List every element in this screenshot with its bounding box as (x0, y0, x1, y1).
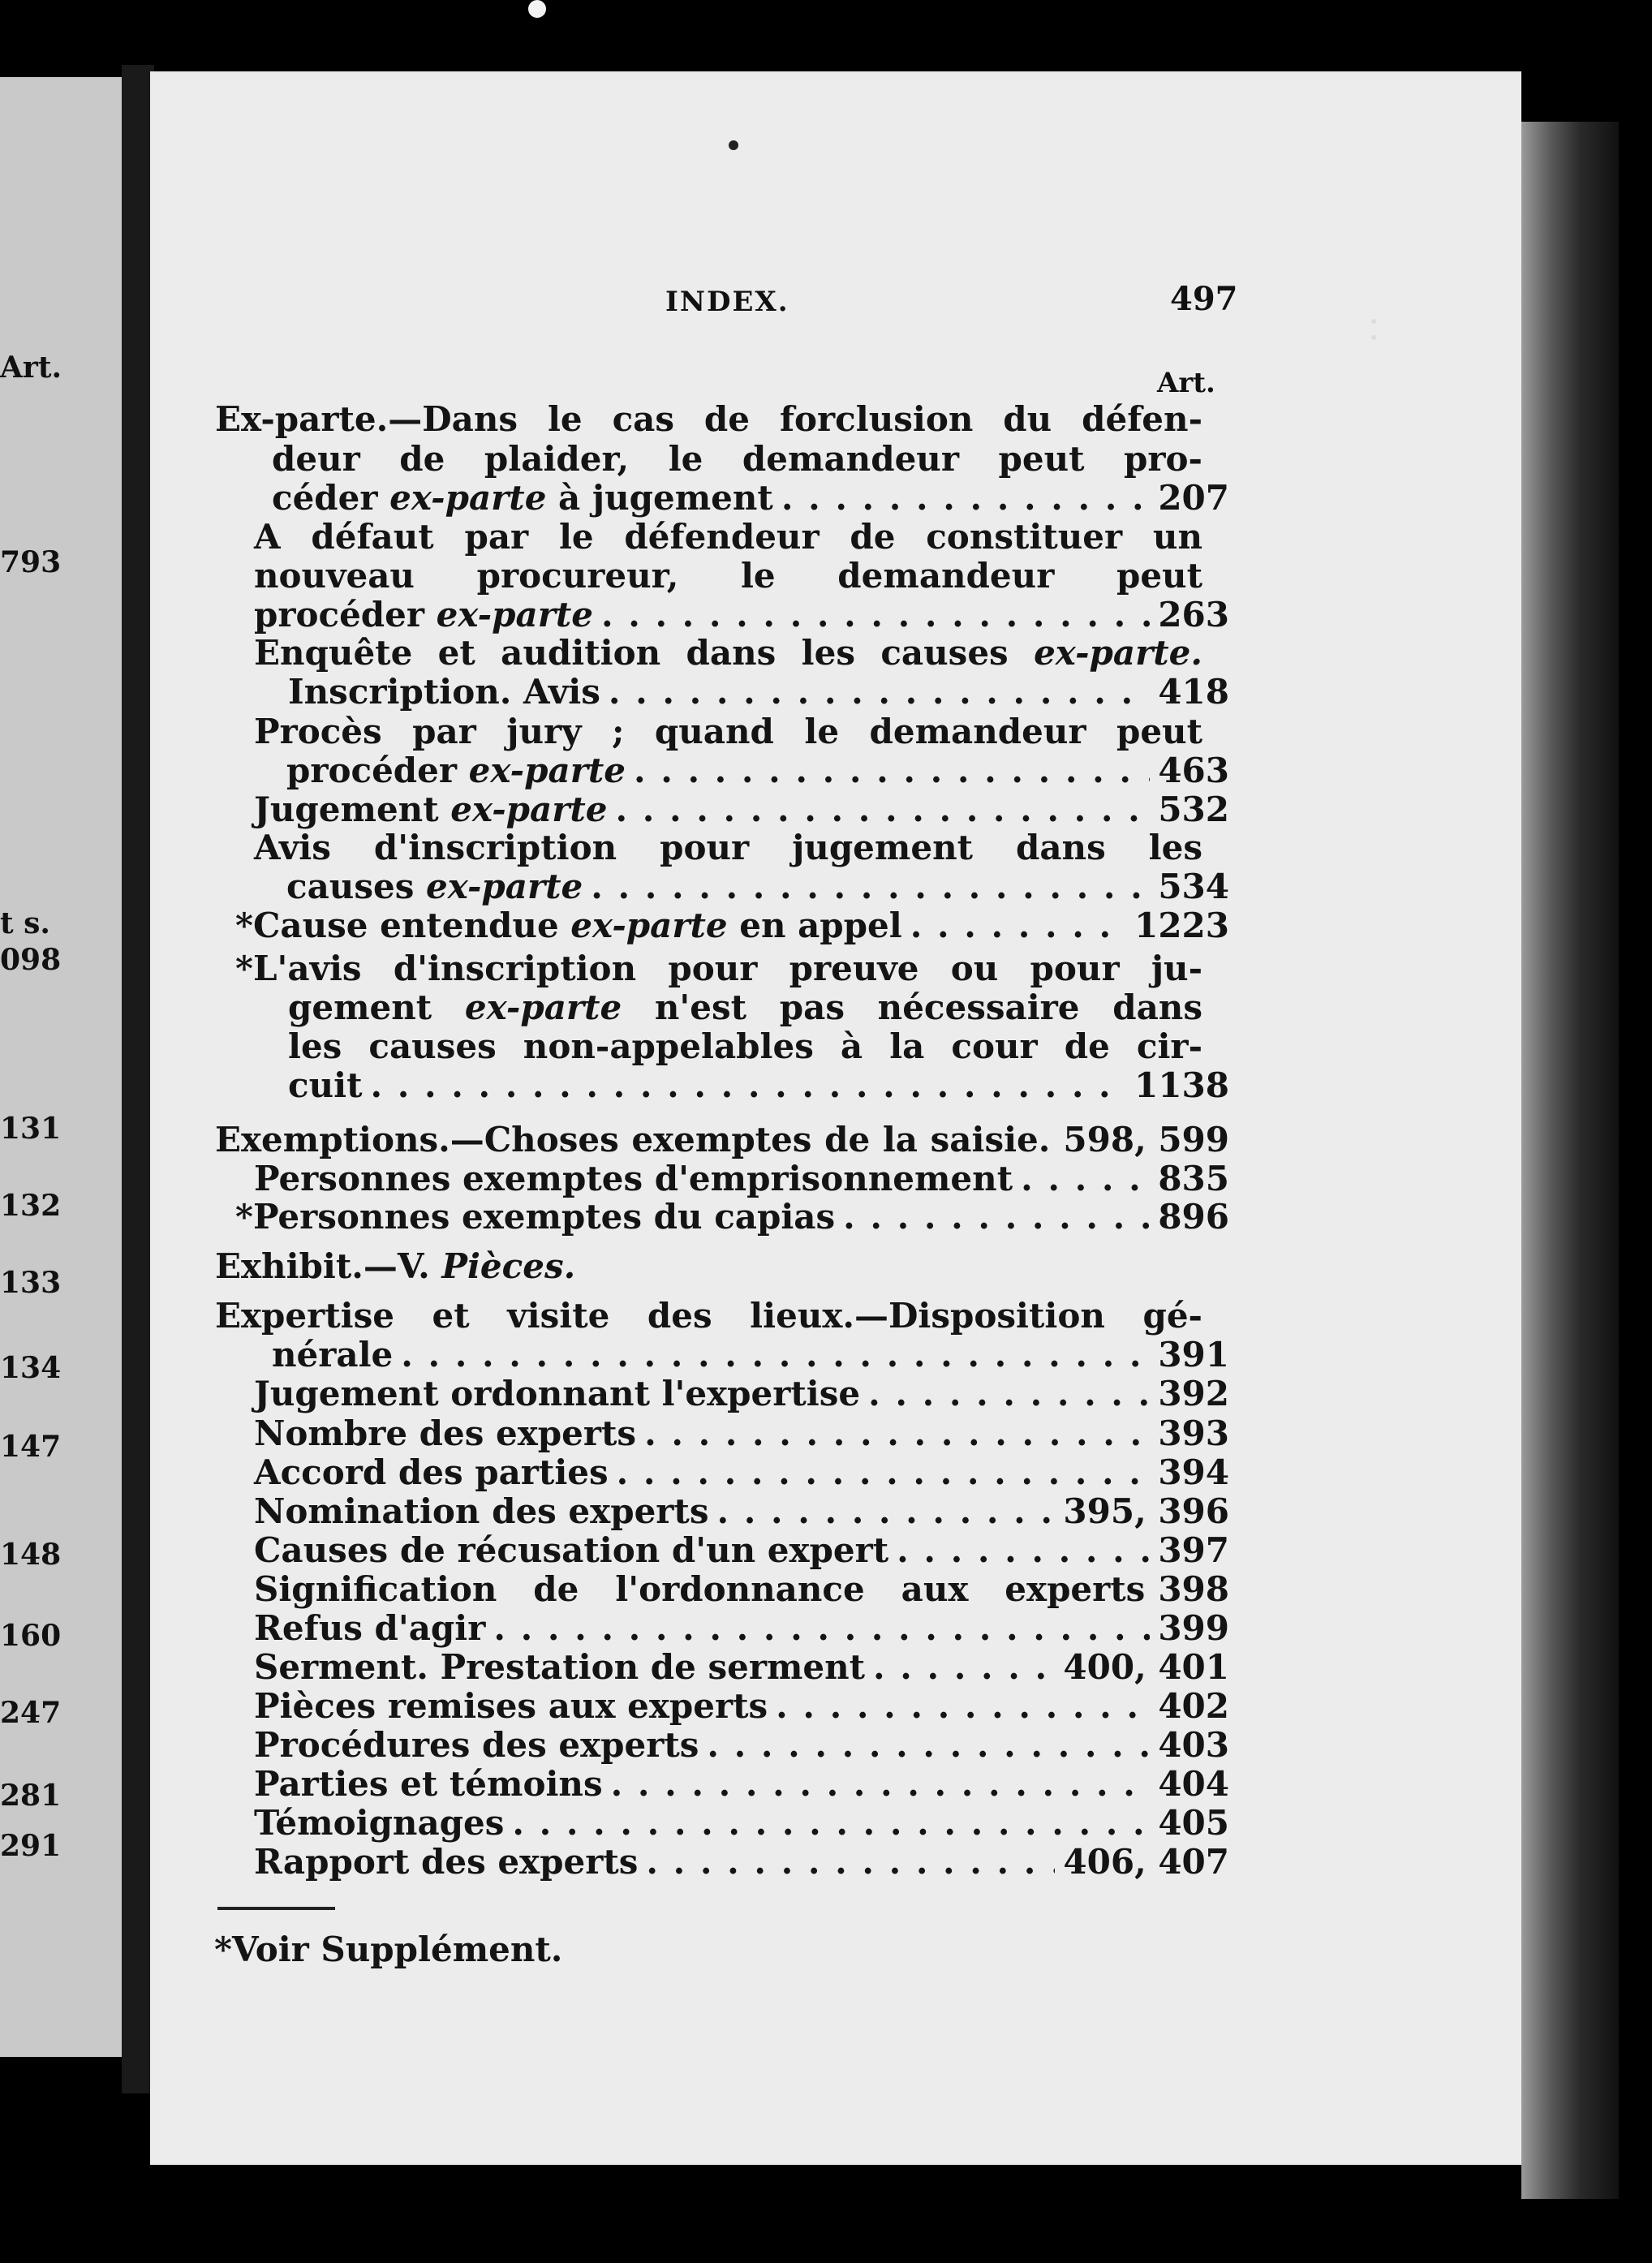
entry-text: Pièces remises aux experts (254, 1686, 768, 1726)
entry-text: Ex-parte.—Dans le cas de forclusion du défen- (215, 399, 1202, 439)
entry-text: Nombre des experts (254, 1413, 637, 1453)
article-number: 402 (1158, 1686, 1229, 1726)
index-entry-line (254, 1414, 1229, 1453)
entry-text: procéder ex-parte (286, 751, 626, 790)
entry-text: causes ex-parte (286, 867, 583, 906)
dot-leader (1021, 1159, 1150, 1198)
index-entry-line (288, 1066, 1229, 1105)
article-number: 835 (1158, 1159, 1229, 1198)
left-page-fragment: 281 (0, 1779, 62, 1813)
left-page-fragment: 133 (0, 1266, 62, 1300)
article-number: 532 (1158, 789, 1229, 829)
article-number: 418 (1158, 672, 1229, 712)
index-entry-line (254, 1648, 1229, 1687)
left-page-fragment: 134 (0, 1351, 62, 1385)
dot-leader (781, 479, 1151, 518)
entry-text: Avis d'inscription pour jugement dans les (254, 828, 1202, 867)
entry-text: *Personnes exemptes du capias (235, 1197, 836, 1237)
dot-leader (617, 1453, 1151, 1492)
dot-leader (843, 1198, 1150, 1237)
index-entry-line (254, 828, 1202, 867)
index-entry-line (254, 1570, 1229, 1609)
dot-leader (776, 1687, 1150, 1726)
index-entry-line (254, 1531, 1229, 1570)
index-entry-line (288, 673, 1229, 712)
index-entry-line (272, 479, 1229, 518)
entry-text: Refus d'agir (254, 1608, 486, 1648)
dot-leader (716, 1492, 1055, 1531)
article-number: 263 (1158, 595, 1229, 635)
dot-leader (868, 1375, 1150, 1413)
index-entry-line (288, 988, 1202, 1027)
entry-text: Enquête et audition dans les causes ex-parte. (254, 633, 1202, 673)
entry-text: cuit (288, 1065, 363, 1105)
left-page-fragment: 131 (0, 1112, 62, 1146)
entry-text: Parties et témoins (254, 1764, 603, 1804)
index-entry-line (254, 790, 1229, 829)
dot-leader (873, 1648, 1055, 1687)
entry-text: Nomination des experts (254, 1491, 709, 1531)
left-page-fragment: 132 (0, 1189, 62, 1223)
left-page-fragment: 793 (0, 545, 62, 579)
article-number: 463 (1158, 751, 1229, 790)
article-number: 534 (1158, 867, 1229, 906)
dot-leader (370, 1066, 1126, 1105)
article-number: 394 (1158, 1452, 1229, 1492)
dot-leader (493, 1609, 1150, 1648)
index-entry-line (215, 400, 1202, 439)
article-number: 896 (1158, 1197, 1229, 1237)
dot-leader (646, 1843, 1055, 1882)
entry-text: gement ex-parte n'est pas nécessaire dans (288, 987, 1202, 1027)
entry-text: Serment. Prestation de serment (254, 1647, 866, 1687)
ink-speck (729, 140, 738, 150)
page-number: 497 (1170, 280, 1238, 318)
index-entry-line (215, 1247, 1202, 1286)
index-entry-line (254, 1687, 1229, 1726)
book-gutter (122, 65, 154, 2093)
entry-text: Exhibit.—V. Pièces. (215, 1246, 576, 1286)
dot-leader (616, 790, 1151, 829)
entry-text: Signification de l'ordonnance aux experts (254, 1569, 1146, 1609)
entry-text: Exemptions.—Choses exemptes de la saisie. (215, 1120, 1051, 1159)
index-entry-line (254, 1159, 1229, 1198)
article-number: 391 (1158, 1335, 1229, 1375)
dot-leader (512, 1804, 1150, 1843)
entry-text: Jugement ordonnant l'expertise (254, 1374, 861, 1413)
entry-text: Procès par jury ; quand le demandeur peut (254, 712, 1202, 751)
index-entry-line (254, 518, 1202, 557)
index-entry-line (288, 1027, 1202, 1066)
margin-speck (1371, 319, 1376, 324)
article-number: 397 (1158, 1530, 1229, 1570)
dot-leader (611, 1765, 1151, 1804)
entry-text: Procédures des experts (254, 1725, 699, 1765)
column-label-art: Art. (1157, 367, 1215, 399)
index-entry-line (286, 751, 1229, 790)
footnote: *Voir Supplément. (214, 1930, 563, 1969)
index-entry-line (254, 634, 1202, 673)
entry-text: A défaut par le défendeur de constituer un (254, 517, 1202, 557)
dot-leader (634, 751, 1150, 790)
entry-text: Rapport des experts (254, 1842, 639, 1882)
index-entry-line (254, 1765, 1229, 1804)
entry-text: procéder ex-parte (254, 595, 593, 635)
index-entry-line (235, 1198, 1229, 1237)
entry-text: Jugement ex-parte (254, 789, 608, 829)
dot-leader (609, 673, 1150, 712)
index-entry-line (254, 1843, 1229, 1882)
dot-leader (591, 867, 1150, 906)
index-entry-line (254, 1375, 1229, 1413)
index-entry-line (286, 867, 1229, 906)
index-entry-line (254, 1609, 1229, 1648)
page-edges (1521, 122, 1619, 2199)
entry-text: Accord des parties (254, 1452, 609, 1492)
footnote-rule (217, 1907, 335, 1910)
entry-text: Inscription. Avis (288, 672, 600, 712)
index-entry-line (254, 712, 1202, 751)
index-entry-line (272, 1336, 1229, 1375)
article-number: 406, 407 (1063, 1842, 1229, 1882)
left-page-fragment: 147 (0, 1430, 62, 1464)
left-page-fragment: 098 (0, 943, 62, 977)
entry-text: *Cause entendue ex-parte en appel (235, 906, 902, 945)
entry-text: nérale (272, 1335, 394, 1375)
article-number: 405 (1158, 1803, 1229, 1843)
dot-leader (401, 1336, 1150, 1375)
entry-text: céder ex-parte à jugement (272, 478, 773, 518)
margin-speck (1371, 335, 1376, 340)
running-header-title: INDEX. (665, 286, 789, 318)
index-entry-line (235, 906, 1229, 945)
left-page-fragment: Art. (0, 351, 62, 385)
left-page-fragment: 148 (0, 1538, 62, 1572)
entry-text: Causes de récusation d'un expert (254, 1530, 889, 1570)
left-page-fragment: 291 (0, 1829, 62, 1863)
entry-text: deur de plaider, le demandeur peut pro- (272, 439, 1202, 479)
index-entry-line (235, 949, 1202, 988)
index-entry-line (254, 1492, 1229, 1531)
dot-leader (601, 596, 1150, 635)
index-entry-line (254, 1804, 1229, 1843)
dot-leader (644, 1414, 1150, 1453)
article-number: 398 (1158, 1569, 1229, 1609)
dot-leader (910, 906, 1126, 945)
article-number: 399 (1158, 1608, 1229, 1648)
article-number: 404 (1158, 1764, 1229, 1804)
entry-text: Expertise et visite des lieux.—Disposition gé- (215, 1296, 1202, 1336)
article-number: 598, 599 (1063, 1120, 1229, 1159)
index-entry-line (254, 1726, 1229, 1765)
entry-text: Témoignages (254, 1803, 505, 1843)
punch-hole (528, 0, 546, 18)
dot-leader (897, 1531, 1150, 1570)
left-page-fragment: 247 (0, 1696, 62, 1730)
entry-text: les causes non-appelables à la cour de cir- (288, 1026, 1202, 1066)
entry-text: nouveau procureur, le demandeur peut (254, 556, 1202, 596)
index-entry-line (215, 1297, 1202, 1336)
article-number: 393 (1158, 1413, 1229, 1453)
index-entry-line (254, 557, 1202, 596)
entry-text: *L'avis d'inscription pour preuve ou pour ju- (235, 949, 1202, 988)
article-number: 207 (1158, 478, 1229, 518)
article-number: 403 (1158, 1725, 1229, 1765)
article-number: 1223 (1134, 906, 1229, 945)
article-number: 400, 401 (1063, 1647, 1229, 1687)
article-number: 395, 396 (1063, 1491, 1229, 1531)
article-number: 392 (1158, 1374, 1229, 1413)
index-entry-line (272, 440, 1202, 479)
index-entry-line (254, 596, 1229, 635)
article-number: 1138 (1134, 1065, 1229, 1105)
entry-text: Personnes exemptes d'emprisonnement (254, 1159, 1013, 1198)
left-page-fragment: t s. (0, 906, 50, 940)
index-entry-line (215, 1121, 1229, 1159)
left-page-fragment: 160 (0, 1619, 62, 1653)
index-entry-line (254, 1453, 1229, 1492)
dot-leader (707, 1726, 1150, 1765)
